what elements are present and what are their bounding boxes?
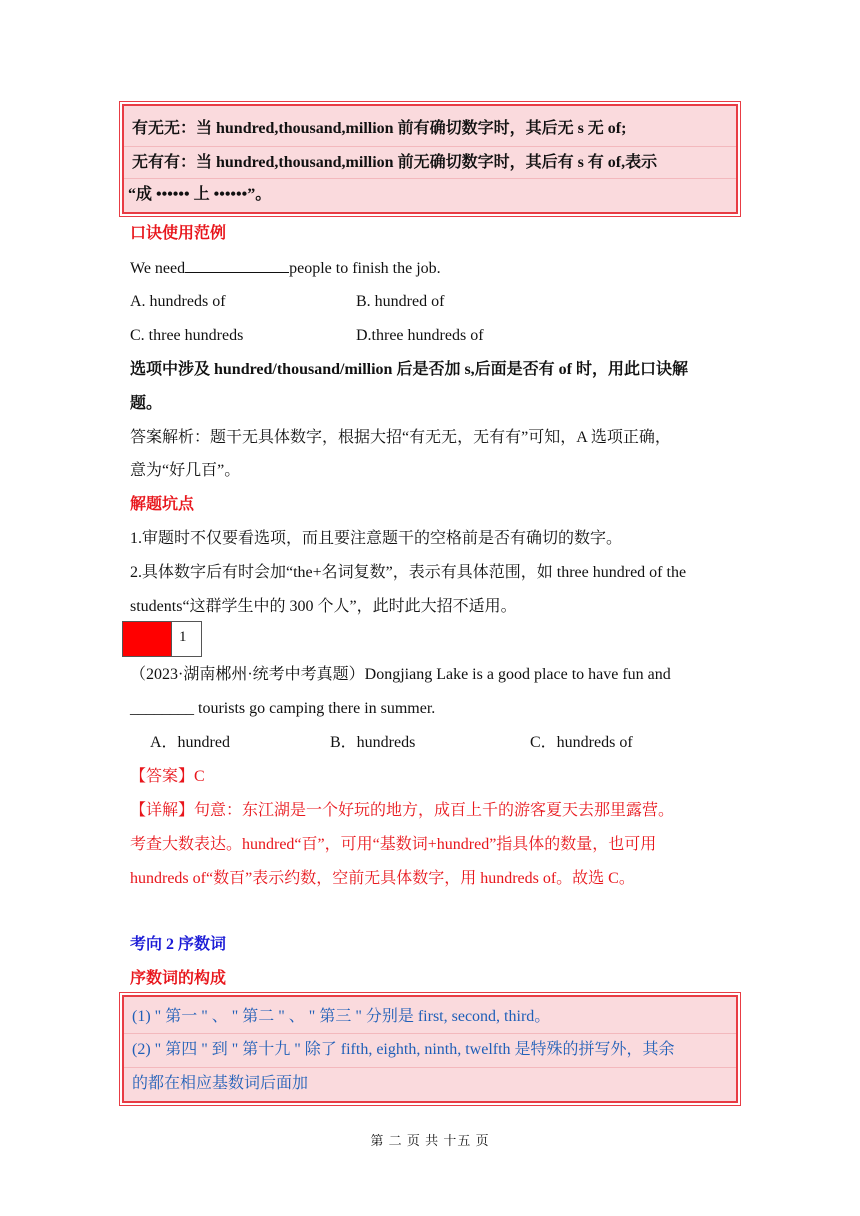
section-heading: 考向 2 序数词 — [130, 936, 227, 953]
rule-box — [122, 104, 738, 214]
example-heading: 口诀使用范例 — [130, 225, 227, 242]
answer-blank — [185, 258, 289, 273]
rule-line-2: 无有有：当 hundred,thousand,million 前无确切数字时，其后有 s 有 of,表示 — [132, 154, 658, 171]
pitfall-item-1: 1.审题时不仅要看选项，而且要注意题干的空格前是否有确切的数字。 — [130, 530, 623, 547]
question-text-pre: We need — [130, 260, 186, 277]
tip-line-2: 题。 — [130, 395, 163, 412]
pitfall-item-2-line-1: 2.具体数字后有时会加“the+名词复数”，表示有具体范围，如 three hundred of the — [130, 564, 687, 581]
question-detail-line-3: hundreds of“数百”表示约数，空前无具体数字，用 hundreds of。故选 C。 — [130, 870, 635, 887]
pitfall-item-2-line-2: students“这群学生中的 300 个人”，此时此大招不适用。 — [130, 598, 517, 615]
ordinal-rule-line-3: 的都在相应基数词后面加 — [132, 1075, 309, 1092]
option-a: A. hundreds of — [130, 293, 226, 310]
question-number: 1 — [179, 629, 187, 645]
example-question — [130, 258, 441, 279]
question-option-b: B．hundreds — [330, 734, 416, 751]
rule-divider — [124, 178, 736, 179]
question-option-c: C．hundreds of — [530, 734, 633, 751]
question-text-post: people to finish the job. — [289, 260, 441, 277]
ordinal-rule-box — [122, 995, 738, 1103]
analysis-line-2: 意为“好几百”。 — [130, 462, 241, 479]
option-b: B. hundred of — [356, 293, 445, 310]
question-blank: ________ — [130, 700, 194, 717]
question-detail-line-2: 考查大数表达。hundred“百”，可用“基数词+hundred”指具体的数量，也可用 — [130, 836, 657, 853]
rule-line-3: “成 •••••• 上 ••••••”。 — [128, 186, 272, 203]
question-number-marker — [123, 622, 171, 656]
section-subheading: 序数词的构成 — [130, 970, 227, 987]
question-number-box — [122, 621, 202, 657]
rule-line-1: 有无无：当 hundred,thousand,million 前有确切数字时，其后无 s 无 of; — [132, 120, 627, 137]
option-c: C. three hundreds — [130, 327, 244, 344]
rule-divider — [124, 146, 736, 147]
tip-line-1: 选项中涉及 hundred/thousand/million 后是否加 s,后面是否有 of 时，用此口诀解 — [130, 361, 689, 378]
question-answer: 【答案】C — [130, 768, 205, 785]
question-detail-line-1: 【详解】句意：东江湖是一个好玩的地方，成百上千的游客夏天去那里露营。 — [130, 802, 675, 819]
question-text: tourists go camping there in summer. — [194, 700, 436, 717]
pitfalls-heading: 解题坑点 — [130, 496, 195, 513]
analysis-line-1: 答案解析：题干无具体数字，根据大招“有无无，无有有”可知，A 选项正确， — [130, 429, 671, 446]
ordinal-rule-line-1: (1) " 第一 " 、 " 第二 " 、 " 第三 " 分别是 first, second, third。 — [132, 1008, 551, 1025]
option-d: D.three hundreds of — [356, 327, 484, 344]
question-source-line-1: （2023·湖南郴州·统考中考真题）Dongjiang Lake is a good place to have fun and — [130, 666, 671, 683]
ordinal-rule-line-2: (2) " 第四 " 到 " 第十九 " 除了 fifth, eighth, ninth, twelfth 是特殊的拼写外，其余 — [132, 1041, 675, 1058]
question-option-a: A．hundred — [150, 734, 230, 751]
question-source-line-2 — [130, 699, 435, 719]
page-footer: 第 二 页 共 十五 页 — [370, 1133, 490, 1148]
